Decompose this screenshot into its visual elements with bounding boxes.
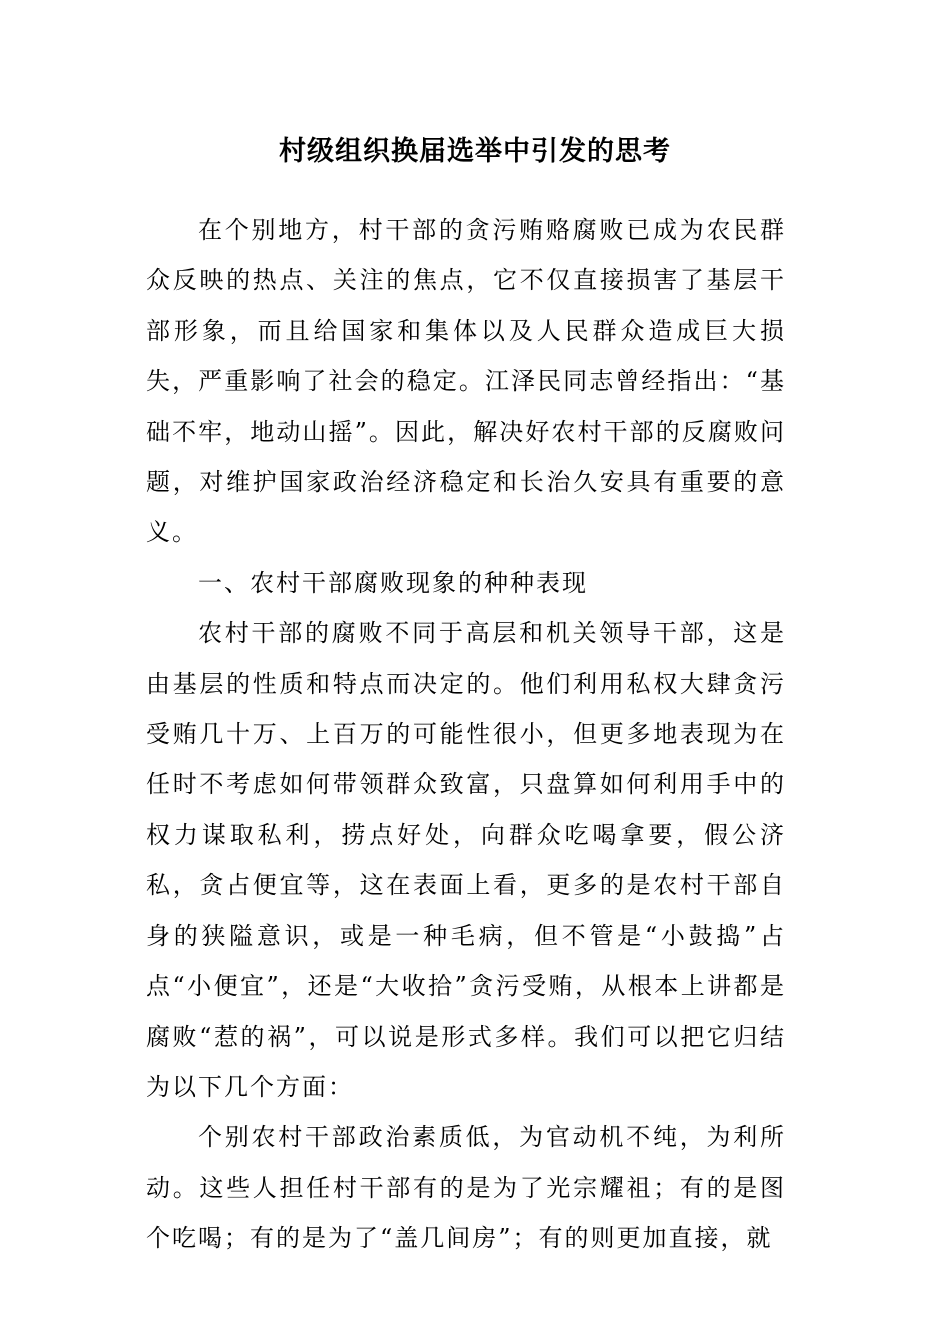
document-title: 村级组织换届选举中引发的思考 bbox=[279, 136, 671, 167]
section-heading: 一、农村干部腐败现象的种种表现 bbox=[198, 568, 588, 597]
document-body bbox=[146, 205, 786, 1264]
paragraph-intro: 在个别地方，村干部的贪污贿赂腐败已成为农民群众反映的热点、关注的焦点，它不仅直接损害了基层干部形象，而且给国家和集体以及人民群众造成巨大损失，严重影响了社会的稳定。江泽民同志曾经指出：“基础不牢，地动山摇”。因此，解决好农村干部的反腐败问题，对维护国家政治经济稳定和长治久安具有重要的意义。 bbox=[146, 216, 786, 547]
paragraph-political-quality: 个别农村干部政治素质低，为官动机不纯，为利所动。这些人担任村干部有的是为了光宗耀祖；有的是图个吃喝；有的是为了“盖几间房”；有的则更加直接，就 bbox=[146, 1123, 786, 1253]
paragraph-corruption-forms: 农村干部的腐败不同于高层和机关领导干部，这是由基层的性质和特点而决定的。他们利用私权大肆贪污受贿几十万、上百万的可能性很小，但更多地表现为在任时不考虑如何带领群众致富，只盘算如何利用手中的权力谋取私利，捞点好处，向群众吃喝拿要，假公济私，贪占便宜等，这在表面上看，更多的是农村干部自身的狭隘意识，或是一种毛病，但不管是“小鼓捣”占点“小便宜”，还是“大收拾”贪污受贿，从根本上讲都是腐败“惹的祸”，可以说是形式多样。我们可以把它归结为以下几个方面： bbox=[146, 619, 786, 1101]
